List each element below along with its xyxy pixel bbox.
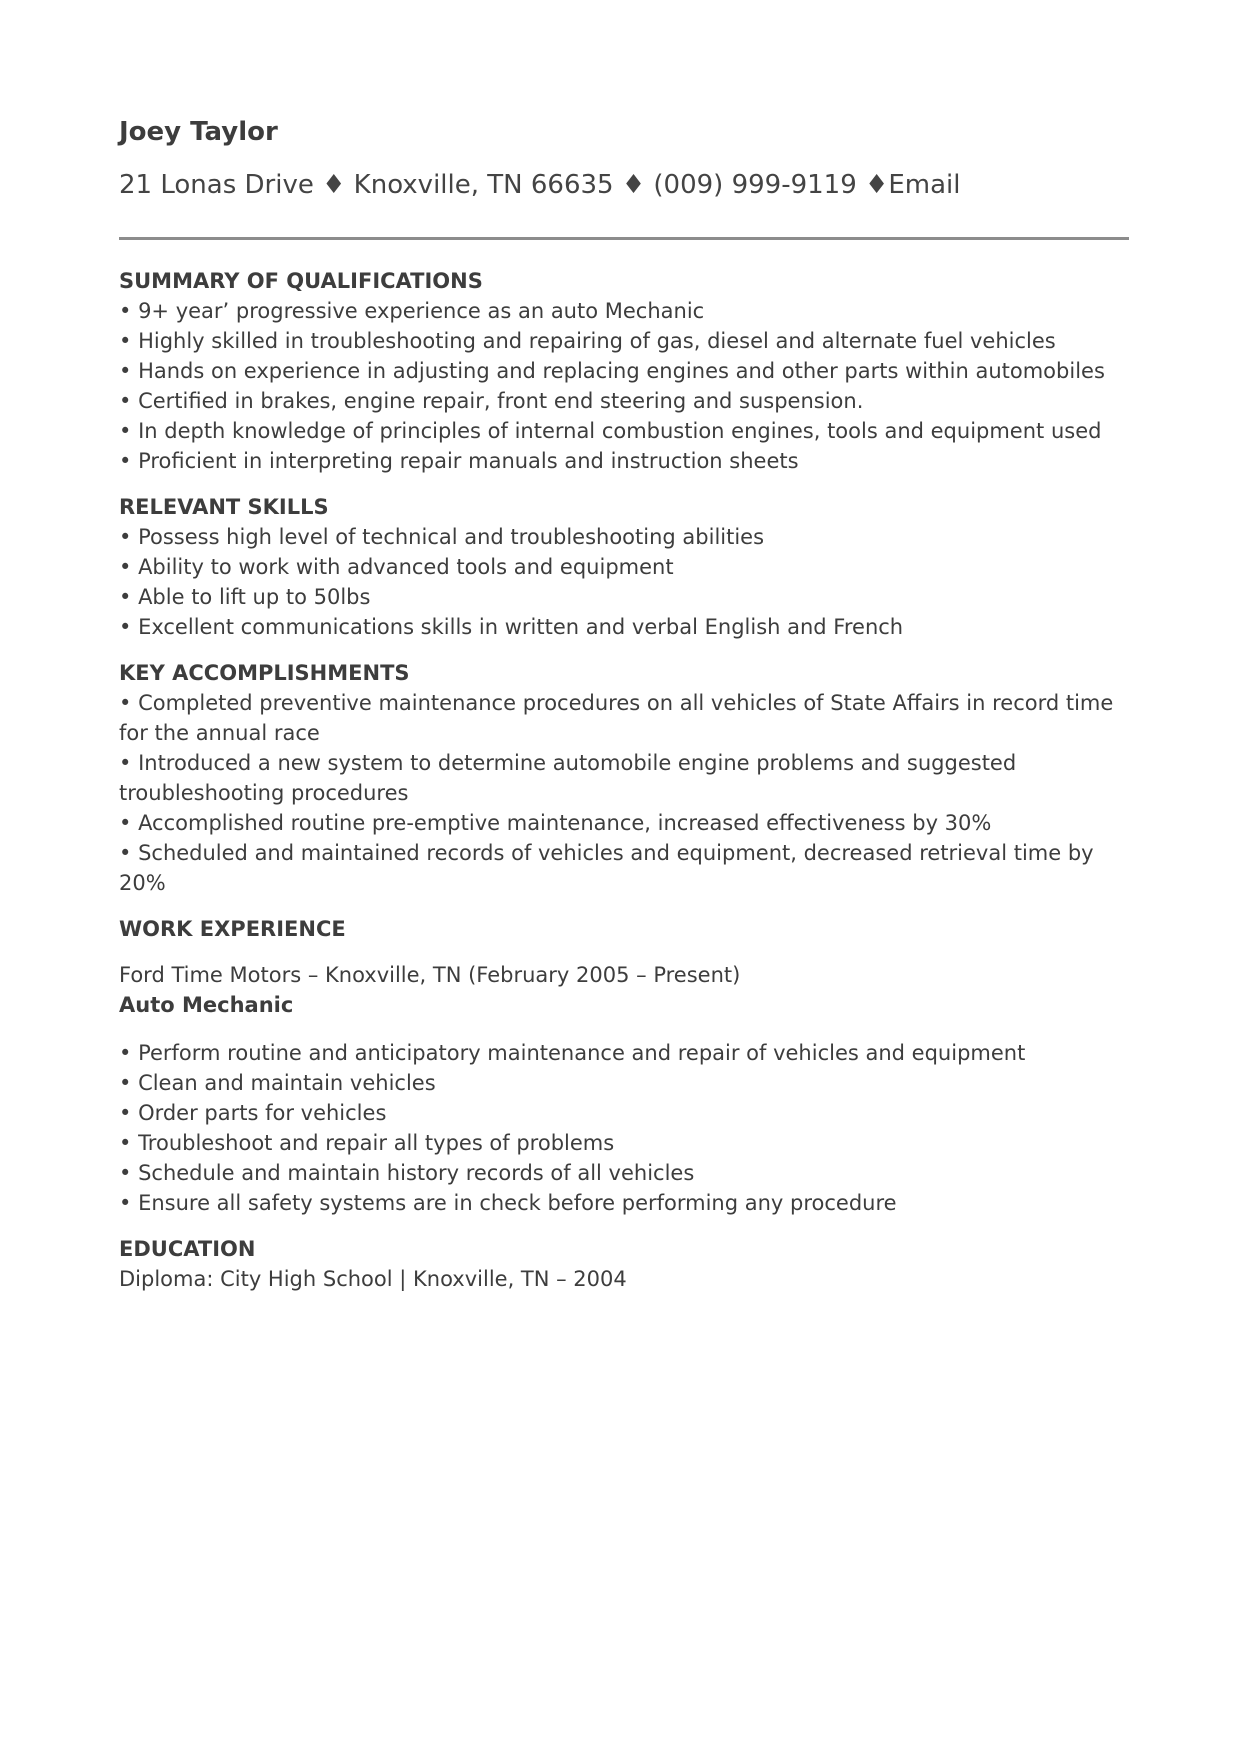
candidate-name: Joey Taylor: [119, 117, 278, 147]
summary-item: • 9+ year’ progressive experience as an auto Mechanic: [119, 296, 1129, 326]
resume-body: [119, 266, 1129, 1294]
experience-heading: WORK EXPERIENCE: [119, 917, 346, 941]
summary-item: • Highly skilled in troubleshooting and repairing of gas, diesel and alternate fuel vehicles: [119, 326, 1129, 356]
job-role: Auto Mechanic: [119, 993, 294, 1017]
skills-item: • Able to lift up to 50lbs: [119, 582, 1129, 612]
spacer: [119, 1218, 1129, 1234]
spacer: [119, 944, 1129, 960]
duty-item: • Clean and maintain vehicles: [119, 1068, 1129, 1098]
spacer: [119, 642, 1129, 658]
summary-heading: SUMMARY OF QUALIFICATIONS: [119, 269, 483, 293]
skills-list: [119, 522, 1129, 642]
header-divider: [119, 237, 1129, 240]
accomplishments-list: [119, 688, 1129, 898]
skills-heading: RELEVANT SKILLS: [119, 495, 329, 519]
accomplishment-item: • Accomplished routine pre-emptive maintenance, increased effectiveness by 30%: [119, 808, 1129, 838]
duty-item: • Ensure all safety systems are in check before performing any procedure: [119, 1188, 1129, 1218]
duty-item: • Schedule and maintain history records of all vehicles: [119, 1158, 1129, 1188]
accomplishment-item: • Scheduled and maintained records of vehicles and equipment, decreased retrieval time by 20%: [119, 838, 1129, 898]
skills-item: • Possess high level of technical and troubleshooting abilities: [119, 522, 1129, 552]
summary-item: • Certified in brakes, engine repair, front end steering and suspension.: [119, 386, 1129, 416]
accomplishment-item: • Introduced a new system to determine automobile engine problems and suggested troubleshooting procedures: [119, 748, 1129, 808]
summary-item: • Hands on experience in adjusting and replacing engines and other parts within automobiles: [119, 356, 1129, 386]
duty-item: • Order parts for vehicles: [119, 1098, 1129, 1128]
skills-item: • Ability to work with advanced tools and equipment: [119, 552, 1129, 582]
education-heading: EDUCATION: [119, 1237, 256, 1261]
duties-list: [119, 1038, 1129, 1218]
summary-item: • Proficient in interpreting repair manuals and instruction sheets: [119, 446, 1129, 476]
spacer: [119, 1020, 1129, 1038]
spacer: [119, 898, 1129, 914]
employer-line: Ford Time Motors – Knoxville, TN (February 2005 – Present): [119, 963, 741, 987]
spacer: [119, 476, 1129, 492]
education-line: Diploma: City High School | Knoxville, TN – 2004: [119, 1267, 627, 1291]
summary-item: • In depth knowledge of principles of internal combustion engines, tools and equipment used: [119, 416, 1129, 446]
duty-item: • Perform routine and anticipatory maintenance and repair of vehicles and equipment: [119, 1038, 1129, 1068]
duty-item: • Troubleshoot and repair all types of problems: [119, 1128, 1129, 1158]
accomplishment-item: • Completed preventive maintenance procedures on all vehicles of State Affairs in record time for the annual race: [119, 688, 1129, 748]
summary-list: [119, 296, 1129, 476]
accomplishments-heading: KEY ACCOMPLISHMENTS: [119, 661, 410, 685]
skills-item: • Excellent communications skills in written and verbal English and French: [119, 612, 1129, 642]
contact-line: 21 Lonas Drive ♦ Knoxville, TN 66635 ♦ (009) 999-9119 ♦Email: [119, 170, 961, 200]
